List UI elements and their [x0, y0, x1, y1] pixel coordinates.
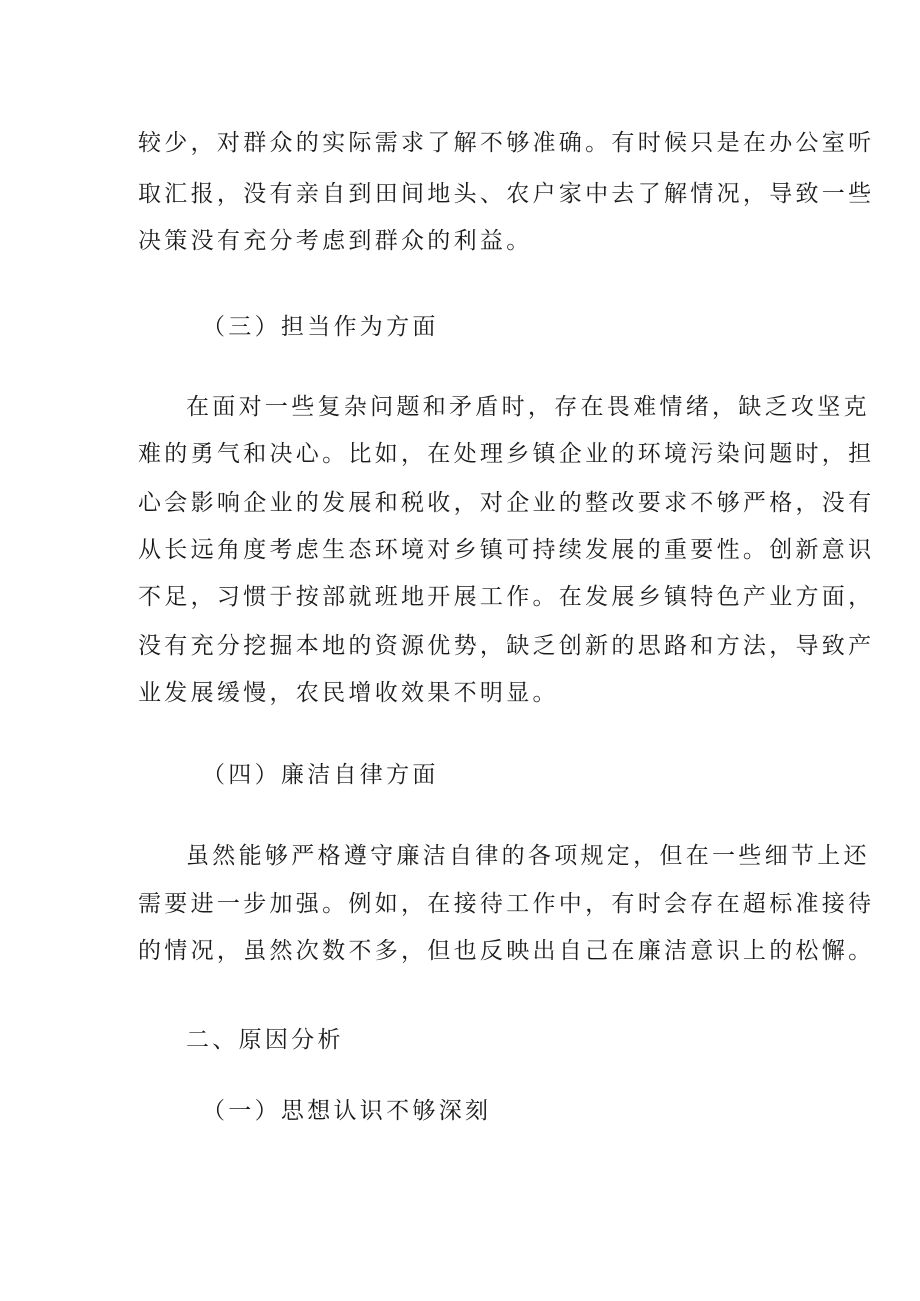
- section-heading: （四）廉洁自律方面: [202, 762, 439, 788]
- paragraph-line: 在面对一些复杂问题和矛盾时，存在畏难情绪，缺乏攻坚克: [186, 394, 870, 420]
- paragraph-line: 需要进一步加强。例如，在接待工作中，有时会存在超标准接待: [138, 891, 875, 917]
- paragraph-line: 取汇报，没有亲自到田间地头、农户家中去了解情况，导致一些: [138, 181, 875, 207]
- paragraph-line: 业发展缓慢，农民增收效果不明显。: [138, 680, 559, 706]
- paragraph-line: 不足，习惯于按部就班地开展工作。在发展乡镇特色产业方面，: [138, 584, 875, 610]
- paragraph-line: 的情况，虽然次数不多，但也反映出自己在廉洁意识上的松懈。: [138, 938, 875, 964]
- paragraph-line: 决策没有充分考虑到群众的利益。: [138, 228, 533, 254]
- section-heading: （三）担当作为方面: [202, 314, 439, 340]
- paragraph-line: 虽然能够严格遵守廉洁自律的各项规定，但在一些细节上还: [186, 843, 870, 869]
- paragraph-line: 从长远角度考虑生态环境对乡镇可持续发展的重要性。创新意识: [138, 537, 875, 563]
- paragraph-line: 心会影响企业的发展和税收，对企业的整改要求不够严格，没有: [138, 490, 875, 516]
- paragraph-line: 难的勇气和决心。比如，在处理乡镇企业的环境污染问题时，担: [138, 441, 875, 467]
- subsection-heading: （一）思想认识不够深刻: [202, 1098, 492, 1124]
- section-title: 二、原因分析: [186, 1027, 344, 1053]
- paragraph-line: 没有充分挖掘本地的资源优势，缺乏创新的思路和方法，导致产: [138, 633, 875, 659]
- paragraph-line: 较少，对群众的实际需求了解不够准确。有时候只是在办公室听: [138, 130, 875, 156]
